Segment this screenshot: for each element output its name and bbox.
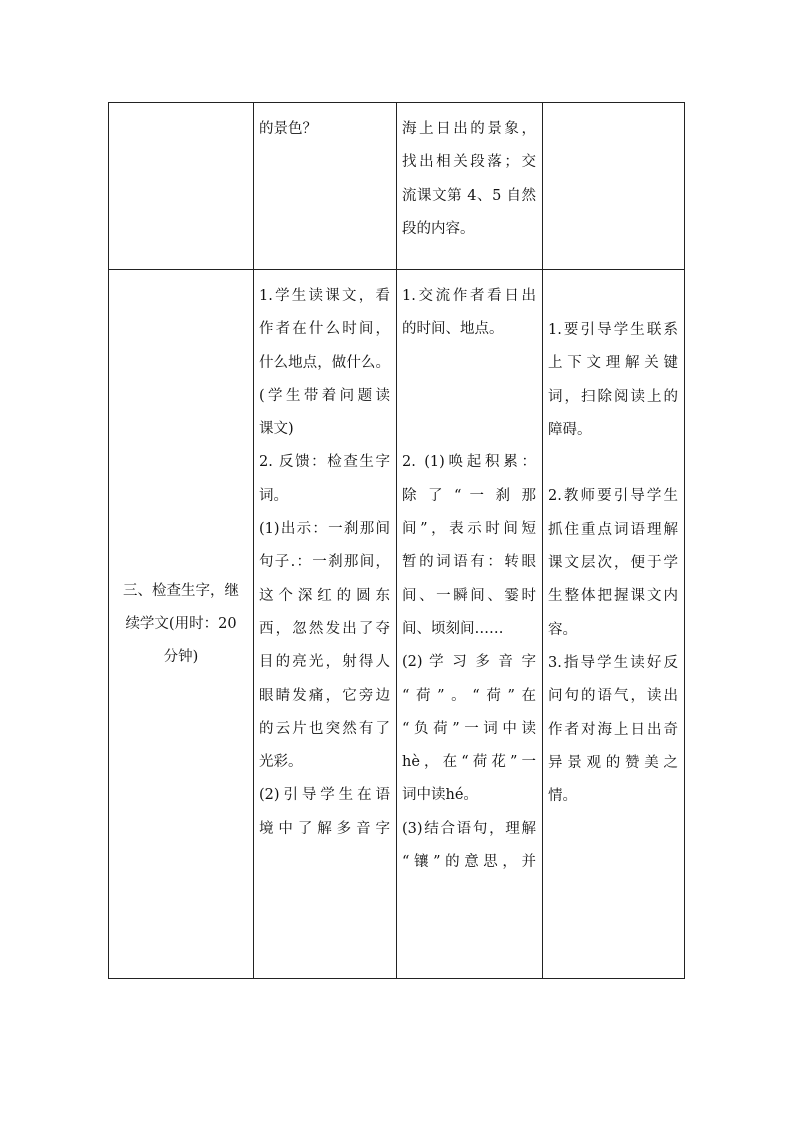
table-row — [109, 270, 685, 979]
lesson-plan-table — [108, 102, 685, 979]
text-line: (1)出示：一刹那间 — [259, 521, 390, 538]
text-line: “负荷”一词中读 — [402, 720, 536, 737]
text-line: 找出相关段落；交 — [402, 154, 536, 171]
text-line: 词。 — [259, 487, 288, 504]
stage-title-line: 分钟) — [163, 648, 199, 665]
text-line: 眼睛发痛，它旁边 — [259, 687, 390, 704]
text-line: 的时间、地点。 — [402, 321, 504, 338]
text-line: 情。 — [548, 788, 577, 805]
text-line: 异景观的赞美之 — [548, 754, 678, 771]
text-line: (2) 学 习 多 音 字 — [402, 654, 536, 671]
text-line: 暂的词语有：转眼 — [402, 554, 536, 571]
text-line: 光彩。 — [259, 754, 303, 771]
text-line: 容。 — [548, 621, 577, 638]
text-line: 这个深红的圆东 — [259, 587, 390, 604]
stage-title-line: 续学文(用时：20 — [125, 615, 237, 632]
text-line: 除 了 “ 一 刹 那 — [402, 487, 536, 504]
text-line: 3.指导学生读好反 — [548, 654, 678, 671]
text-line: 2. (1)唤起积累： — [402, 454, 536, 471]
student-activity-cell — [254, 270, 397, 979]
text-line: 目的亮光，射得人 — [259, 654, 390, 671]
text-line: 间、顷刻间…… — [402, 620, 504, 637]
spacer — [402, 347, 536, 380]
exchange-cell — [397, 270, 543, 979]
text-line: 间”，表示时间短 — [402, 521, 536, 538]
text-line: 上下文理解关键 — [548, 355, 678, 372]
text-line: 间、一瞬间、霎时 — [402, 587, 536, 604]
text-line: hè，在“荷花”一 — [402, 754, 536, 771]
exchange-cell — [397, 103, 543, 270]
text-line: 作者在什么时间， — [259, 321, 390, 338]
text-line: 1.交流作者看日出 — [402, 288, 536, 304]
text-line: 海上日出的景象， — [402, 121, 536, 137]
exchange-text — [397, 270, 542, 879]
text-line: 的云片也突然有了 — [259, 720, 390, 737]
text-line: 词中读hé。 — [402, 787, 478, 804]
text-line: “镶”的意思，并 — [402, 854, 536, 871]
text-line: (2)引导学生在语 — [259, 787, 390, 804]
exchange-text — [397, 103, 542, 246]
text-line: (3)结合语句，理解 — [402, 820, 536, 837]
text-line: 什么地点，做什么。 — [259, 354, 390, 371]
stage-cell — [109, 270, 254, 979]
text-line: “荷”。“荷”在 — [402, 687, 536, 704]
teacher-guidance-cell — [543, 270, 685, 979]
text-line: 1.要引导学生联系 — [548, 322, 678, 338]
text-line: 西，忽然发出了夺 — [259, 620, 390, 637]
text-line: 抓住重点词语理解 — [548, 521, 678, 538]
teacher-guidance-text — [543, 270, 684, 813]
text-line: 流课文第 4、5 自然 — [402, 187, 536, 204]
table-row — [109, 103, 685, 270]
spacer — [402, 413, 536, 446]
stage-title-line: 三、检查生字，继 — [123, 582, 239, 599]
text-line: 问句的语气，读出 — [548, 688, 678, 705]
teacher-guidance-cell-empty — [543, 103, 685, 270]
text-line: 的景色？ — [259, 121, 317, 137]
stage-title — [109, 575, 253, 674]
student-activity-text — [254, 103, 396, 146]
student-activity-text — [254, 270, 396, 846]
student-activity-cell — [254, 103, 397, 270]
text-line: 课文) — [259, 421, 294, 438]
text-line: 生整体把握课文内 — [548, 588, 678, 605]
text-line: 课文层次，便于学 — [548, 555, 678, 572]
spacer — [402, 380, 536, 413]
text-line: 障碍。 — [548, 421, 592, 438]
text-line: 句子.：一刹那间， — [259, 554, 390, 571]
text-line: 境中了解多音字 — [259, 820, 390, 837]
text-line: 2. 反馈：检查生字 — [259, 454, 390, 471]
text-line: 1.学生读课文，看 — [259, 288, 390, 304]
text-line: 段的内容。 — [402, 220, 475, 237]
text-line: (学生带着问题读 — [259, 387, 390, 404]
stage-cell-empty — [109, 103, 254, 270]
text-line: 2.教师要引导学生 — [548, 488, 678, 505]
text-line: 作者对海上日出奇 — [548, 721, 678, 738]
spacer — [548, 447, 678, 480]
text-line: 词，扫除阅读上的 — [548, 388, 678, 405]
